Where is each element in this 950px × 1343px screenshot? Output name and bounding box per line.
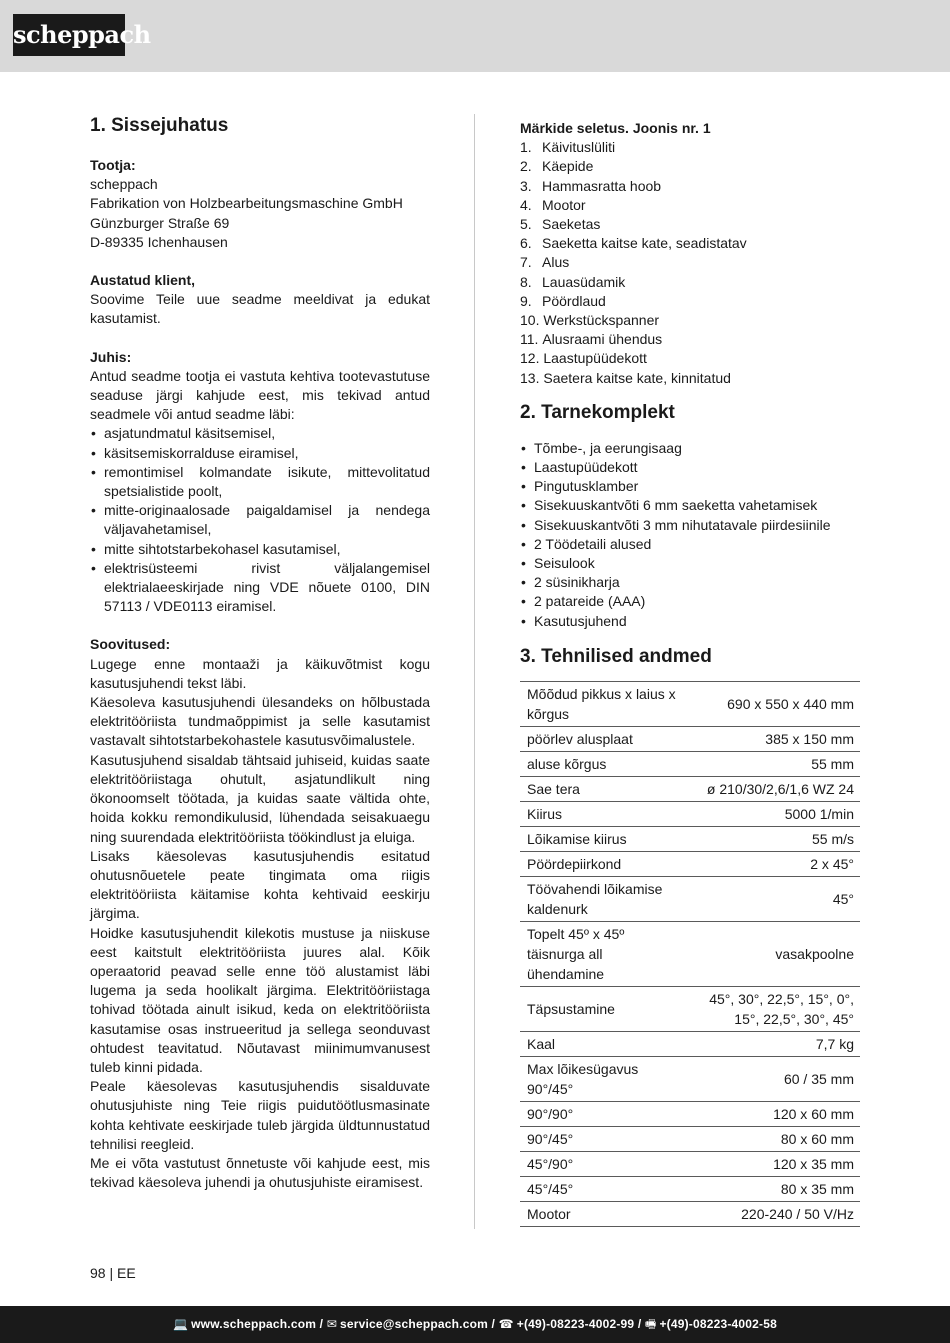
list-item: 12. Laastupüüdekott xyxy=(520,350,647,367)
right-column xyxy=(520,119,860,1227)
spec-value: 55 m/s xyxy=(689,826,860,851)
spec-value: 80 x 60 mm xyxy=(689,1126,860,1151)
list-item: 11. Alusraami ühendus xyxy=(520,331,663,348)
email-link[interactable]: service@scheppach.com / xyxy=(340,1317,496,1331)
spec-label: Kaal xyxy=(520,1031,689,1056)
spec-label: Mootor xyxy=(520,1201,689,1226)
spec-label: Max lõikesügavus 90°/45° xyxy=(520,1056,689,1101)
section-heading-delivery: 2. Tarnekomplekt xyxy=(520,401,675,423)
list-item: 1. Käivituslüliti xyxy=(520,139,616,156)
list-item: • 2 patareide (AAA) xyxy=(520,592,860,611)
list-item: • Pingutusklamber xyxy=(520,477,860,496)
phone-number: +(49)-08223-4002-99 / xyxy=(516,1317,642,1331)
spec-value: 2 x 45° xyxy=(689,851,860,876)
manufacturer-line: Günzburger Straße 69 xyxy=(90,214,230,231)
recommendation-paragraph: Kasutusjuhend sisaldab tähtsaid juhiseid, kuidas saate elektritööriistaga ohutult, asjatundlikult ning ökonoomselt töötada, ja kuidas saate vältida ohte, hoida kokku remondikulusid, lühendada seisakuaegu ning suurendada elektritööriista töökindlust ja eluiga. xyxy=(90,751,430,845)
list-item: 5. Saeketas xyxy=(520,216,601,233)
table-row xyxy=(520,1201,860,1226)
spec-label: Mõõdud pikkus x laius x kõrgus xyxy=(520,681,689,726)
spec-value: ø 210/30/2,6/1,6 WZ 24 xyxy=(689,776,860,801)
customer-text: Soovime Teile uue seadme meeldivat ja edukat kasutamist. xyxy=(90,291,430,327)
list-item: • Sisekuuskantvõti 3 mm nihutatavale piirdesiinile xyxy=(520,516,860,535)
table-row xyxy=(520,801,860,826)
spec-label: 45°/90° xyxy=(520,1151,689,1176)
spec-value: 60 / 35 mm xyxy=(689,1056,860,1101)
fax-icon: 🖷 xyxy=(644,1317,657,1331)
spec-label: pöörlev alusplaat xyxy=(520,726,689,751)
delivery-list xyxy=(520,439,860,631)
spec-label: Kiirus xyxy=(520,801,689,826)
table-row xyxy=(520,681,860,726)
fax-number: +(49)-08223-4002-58 xyxy=(659,1317,778,1331)
list-item: 6. Saeketta kaitse kate, seadistatav xyxy=(520,235,747,252)
spec-label: 90°/45° xyxy=(520,1126,689,1151)
section-heading-technical-data: 3. Tehnilised andmed xyxy=(520,645,712,667)
spec-value: 45°, 30°, 22,5°, 15°, 0°, 15°, 22,5°, 30°, 45° xyxy=(689,986,860,1031)
page-footer xyxy=(0,1306,950,1343)
table-row xyxy=(520,751,860,776)
table-row xyxy=(520,1056,860,1101)
list-item: • 2 Töödetaili alused xyxy=(520,535,860,554)
list-item: • elektrisüsteemi rivist väljalangemisel elektrialaeeskirjade ning VDE nõuete 0100, DIN 57113 / VDE0113 eiramisel. xyxy=(90,559,430,617)
spec-label: Lõikamise kiirus xyxy=(520,826,689,851)
list-item: • Sisekuuskantvõti 6 mm saeketta vahetamisek xyxy=(520,496,860,515)
table-row xyxy=(520,1126,860,1151)
spec-value: 55 mm xyxy=(689,751,860,776)
page-header xyxy=(0,0,950,72)
spec-label: 45°/45° xyxy=(520,1176,689,1201)
table-row xyxy=(520,776,860,801)
spec-value: vasakpoolne xyxy=(689,921,860,986)
table-row xyxy=(520,851,860,876)
scheppach-logo: scheppach xyxy=(13,14,125,56)
spec-value: 220-240 / 50 V/Hz xyxy=(689,1201,860,1226)
manufacturer-label: Tootja: xyxy=(90,157,136,173)
note-text: Antud seadme tootja ei vastuta kehtiva tootevastutuse seaduse järgi kahjude eest, mis tekivad antud seadmele või antud seadme läbi: xyxy=(90,367,430,423)
spec-value: 80 x 35 mm xyxy=(689,1176,860,1201)
note-label: Juhis: xyxy=(90,348,132,365)
table-row xyxy=(520,1176,860,1201)
table-row xyxy=(520,921,860,986)
note-bullet-list xyxy=(90,424,430,616)
mail-icon: ✉ xyxy=(326,1317,337,1331)
recommendation-paragraph: Lisaks käesolevas kasutusjuhendis esitatud ohutusnõuetele peate tingimata oma riigis elektritööriista käitamise kohta kehtivaid eeskirju järgima. xyxy=(90,847,430,922)
table-row xyxy=(520,986,860,1031)
manufacturer-line: Fabrikation von Holzbearbeitungsmaschine GmbH xyxy=(90,195,403,212)
list-item: • käsitsemiskorralduse eiramisel, xyxy=(90,444,430,463)
recommendation-paragraph: Hoidke kasutusjuhendit kilekotis mustuse ja niiskuse eest kaitstult elektritööriista juures alal. Kõik operaatorid peavad selle enne töö alustamist läbi lugema ja seda hoolikalt järgima. Elektritööriistaga tohivad töötada ainult isikud, keda on elektritööriista kasutamise osas instrueeritud ja sellega seonduvast ohtudest teavitatud. Nõutavast miinimumvanusest tuleb kinni pidada. xyxy=(90,924,430,1075)
manufacturer-line: D-89335 Ichenhausen xyxy=(90,233,228,250)
list-item: 4. Mootor xyxy=(520,196,586,213)
website-link[interactable]: www.scheppach.com / xyxy=(191,1317,324,1331)
list-item: • asjatundmatul käsitsemisel, xyxy=(90,424,430,443)
customer-label: Austatud klient, xyxy=(90,272,196,289)
spec-label: aluse kõrgus xyxy=(520,751,689,776)
left-column xyxy=(90,112,430,1192)
list-item: 9. Pöördlaud xyxy=(520,292,606,309)
spec-value: 385 x 150 mm xyxy=(689,726,860,751)
recommendation-paragraph: Me ei võta vastutust õnnetuste või kahjude eest, mis tekivad käesoleva juhendi ja ohutusjuhiste eiramisest. xyxy=(90,1154,430,1191)
section-heading-introduction: 1. Sissejuhatus xyxy=(90,115,229,136)
specs-table xyxy=(520,681,860,1227)
list-item: • mitte-originaalosade paigaldamisel ja nendega väljavahetamisel, xyxy=(90,501,430,539)
list-item: • mitte sihtotstarbekohasel kasutamisel, xyxy=(90,540,430,559)
table-row xyxy=(520,1031,860,1056)
spec-label: 90°/90° xyxy=(520,1101,689,1126)
table-row xyxy=(520,876,860,921)
column-divider xyxy=(474,114,475,1229)
list-item: • 2 süsinikharja xyxy=(520,573,860,592)
list-item: 2. Käepide xyxy=(520,158,594,175)
spec-label: Pöördepiirkond xyxy=(520,851,689,876)
table-row xyxy=(520,726,860,751)
list-item: 10. Werkstückspanner xyxy=(520,312,660,329)
list-item: • Laastupüüdekott xyxy=(520,458,860,477)
list-item: 7. Alus xyxy=(520,254,570,271)
table-row xyxy=(520,1101,860,1126)
recommendation-paragraph: Käesoleva kasutusjuhendi ülesandeks on hõlbustada elektritööriista tundmaõppimist ja selle kasutamist vastavalt sihtotstarbekohastele kasutusvõimalustele. xyxy=(90,694,430,749)
list-item: 8. Lauasüdamik xyxy=(520,273,626,290)
list-item: 13. Saetera kaitse kate, kinnitatud xyxy=(520,369,731,386)
list-item: • Tõmbe-, ja eerungisaag xyxy=(520,439,860,458)
computer-icon: 💻 xyxy=(172,1317,189,1331)
recommendation-paragraph: Peale käesolevas kasutusjuhendis sisalduvate ohutusjuhiste ning Teie riigis puidutöötlusmasinate kohta kehtivate eeskirjade tuleb järgida üldtunnustatud tehnilisi reegleid. xyxy=(90,1078,430,1152)
legend-list xyxy=(520,138,860,388)
list-item: • Seisulook xyxy=(520,554,860,573)
legend-title: Märkide seletus. Joonis nr. 1 xyxy=(520,120,711,136)
recommendations-label: Soovitused: xyxy=(90,636,171,653)
table-row xyxy=(520,1151,860,1176)
list-item: 3. Hammasratta hoob xyxy=(520,177,662,194)
list-item: • remontimisel kolmandate isikute, mittevolitatud spetsialistide poolt, xyxy=(90,463,430,501)
spec-label: Töövahendi lõikamise kaldenurk xyxy=(520,876,689,921)
spec-value: 120 x 60 mm xyxy=(689,1101,860,1126)
spec-label: Täpsustamine xyxy=(520,986,689,1031)
table-row xyxy=(520,826,860,851)
spec-value: 5000 1/min xyxy=(689,801,860,826)
list-item: • Kasutusjuhend xyxy=(520,612,860,631)
spec-value: 690 x 550 x 440 mm xyxy=(689,681,860,726)
manufacturer-line: scheppach xyxy=(90,176,158,193)
recommendation-paragraph: Lugege enne montaaži ja käikuvõtmist kogu kasutusjuhendi tekst läbi. xyxy=(90,655,430,691)
spec-value: 7,7 kg xyxy=(689,1031,860,1056)
spec-value: 45° xyxy=(689,876,860,921)
spec-label: Sae tera xyxy=(520,776,689,801)
spec-value: 120 x 35 mm xyxy=(689,1151,860,1176)
phone-icon: ☎ xyxy=(498,1317,514,1331)
spec-label: Topelt 45º x 45º täisnurga all ühendamine xyxy=(520,921,689,986)
page-number: 98 | EE xyxy=(90,1265,136,1281)
